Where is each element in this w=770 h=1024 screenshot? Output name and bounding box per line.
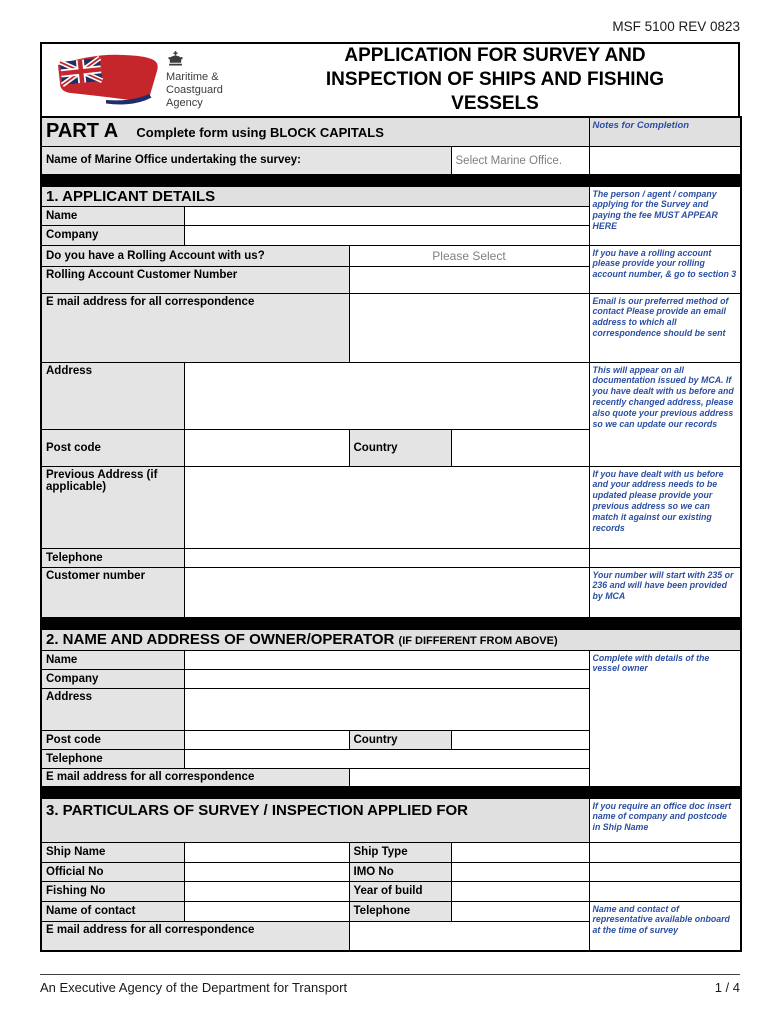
s3-ship-type-field[interactable] [451,842,589,862]
marine-office-select[interactable] [451,146,589,174]
section2-title [41,629,741,650]
s1-company-label: Company [41,225,184,245]
marine-office-placeholder: Select Marine Office. [455,155,563,167]
s2-name-field[interactable] [184,650,589,669]
s3-contact-field[interactable] [184,901,349,921]
note-cell-empty [589,548,741,567]
s2-email-label: E mail address for all correspondence [41,768,349,786]
s2-company-field[interactable] [184,669,589,688]
section-divider-bar [41,174,741,186]
section-divider-bar [41,786,741,798]
s1-postcode-label: Post code [41,429,184,466]
form-table [40,116,742,952]
s2-postcode-field[interactable] [184,730,349,749]
agency-name-line: Maritime & [166,71,219,84]
note-office-doc: If you require an office doc insert name of company and postcode in Ship Name [589,798,741,842]
s3-imo-no-label: IMO No [349,862,451,881]
s2-email-field[interactable] [349,768,589,786]
agency-name-line: Agency [166,96,203,109]
s1-country-field[interactable] [451,429,589,466]
s2-address-label: Address [41,688,184,730]
s3-email-field[interactable] [349,921,589,951]
s1-customer-number-label: Customer number [41,567,184,617]
note-representative: Name and contact of representative available onboard at the time of survey [589,901,741,951]
s1-address-label: Address [41,362,184,429]
s3-imo-no-field[interactable] [451,862,589,881]
s2-telephone-field[interactable] [184,749,589,768]
form-reference: MSF 5100 REV 0823 [612,19,740,34]
s3-ship-type-label: Ship Type [349,842,451,862]
note-address: This will appear on all documentation issued by MCA. If you have dealt with us before and recently changed address, please also quote your previous address so we can update our records [589,362,741,466]
section-divider-bar [41,617,741,629]
s3-ship-name-field[interactable] [184,842,349,862]
note-applicant: The person / agent / company applying for the Survey and paying the fee MUST APPEAR HERE [589,186,741,245]
s3-email-label: E mail address for all correspondence [41,921,349,951]
note-owner: Complete with details of the vessel owner [589,650,741,786]
s1-rolling-question-label: Do you have a Rolling Account with us? [41,245,349,266]
part-a-header [41,117,589,146]
s1-country-label: Country [349,429,451,466]
note-cell-empty [589,146,741,174]
note-customer-number: Your number will start with 235 or 236 and will have been provided by MCA [589,567,741,617]
note-email: Email is our preferred method of contact Please provide an email address to which all correspondence should be sent [589,293,741,362]
s1-customer-number-field[interactable] [184,567,589,617]
section3-title: 3. PARTICULARS OF SURVEY / INSPECTION APPLIED FOR [41,798,589,842]
s3-ship-name-label: Ship Name [41,842,184,862]
s3-contact-label: Name of contact [41,901,184,921]
s3-fishing-no-label: Fishing No [41,881,184,901]
notes-column-header: Notes for Completion [589,117,741,146]
s3-telephone-label: Telephone [349,901,451,921]
s1-company-field[interactable] [184,225,589,245]
s1-email-field[interactable] [349,293,589,362]
crown-icon [166,50,258,70]
note-cell-empty [589,862,741,881]
s1-rolling-number-field[interactable] [349,266,589,293]
s2-country-label: Country [349,730,451,749]
s1-telephone-field[interactable] [184,548,589,567]
marine-office-label: Name of Marine Office undertaking the survey: [41,146,451,174]
s2-postcode-label: Post code [41,730,184,749]
s1-rolling-number-label: Rolling Account Customer Number [41,266,349,293]
s1-postcode-field[interactable] [184,429,349,466]
s3-fishing-no-field[interactable] [184,881,349,901]
s3-year-build-label: Year of build [349,881,451,901]
s1-prev-address-label: Previous Address (if applicable) [41,466,184,548]
form-content [40,42,740,952]
s1-prev-address-field[interactable] [184,466,589,548]
s1-address-field[interactable] [184,362,589,429]
footer-agency-text: An Executive Agency of the Department for Transport [40,980,348,995]
red-ensign-flag-icon [48,50,166,110]
note-rolling-account: If you have a rolling account please provide your rolling account number, & go to section 3 [589,245,741,293]
s1-name-field[interactable] [184,206,589,225]
note-cell-empty [589,842,741,862]
s1-telephone-label: Telephone [41,548,184,567]
masthead [40,42,740,118]
page-number: 1 / 4 [714,980,740,995]
page-footer [40,974,740,995]
document-title: APPLICATION FOR SURVEY AND INSPECTION OF SHIPS AND FISHING VESSELS [325,45,665,114]
part-a-instruction: Complete form using BLOCK CAPITALS [136,125,384,141]
agency-name-line: Coastguard [166,84,223,96]
note-prev-address: If you have dealt with us before and your address needs to be updated please provide your previous address so we can match it against our existing records [589,466,741,548]
mca-logo-block [166,50,258,110]
s2-name-label: Name [41,650,184,669]
section2-title-text: 2. NAME AND ADDRESS OF OWNER/OPERATOR [46,631,395,648]
s2-country-field[interactable] [451,730,589,749]
note-cell-empty [589,881,741,901]
s1-email-label: E mail address for all correspondence [41,293,349,362]
section1-title: 1. APPLICANT DETAILS [41,186,589,206]
s2-telephone-label: Telephone [41,749,184,768]
rolling-account-select[interactable]: Please Select [349,245,589,266]
s3-official-no-field[interactable] [184,862,349,881]
section2-title-suffix: (IF DIFFERENT FROM ABOVE) [398,635,558,647]
part-a-heading: PART A [46,120,119,143]
s3-year-build-field[interactable] [451,881,589,901]
s2-company-label: Company [41,669,184,688]
s3-telephone-field[interactable] [451,901,589,921]
s1-name-label: Name [41,206,184,225]
s3-official-no-label: Official No [41,862,184,881]
s2-address-field[interactable] [184,688,589,730]
